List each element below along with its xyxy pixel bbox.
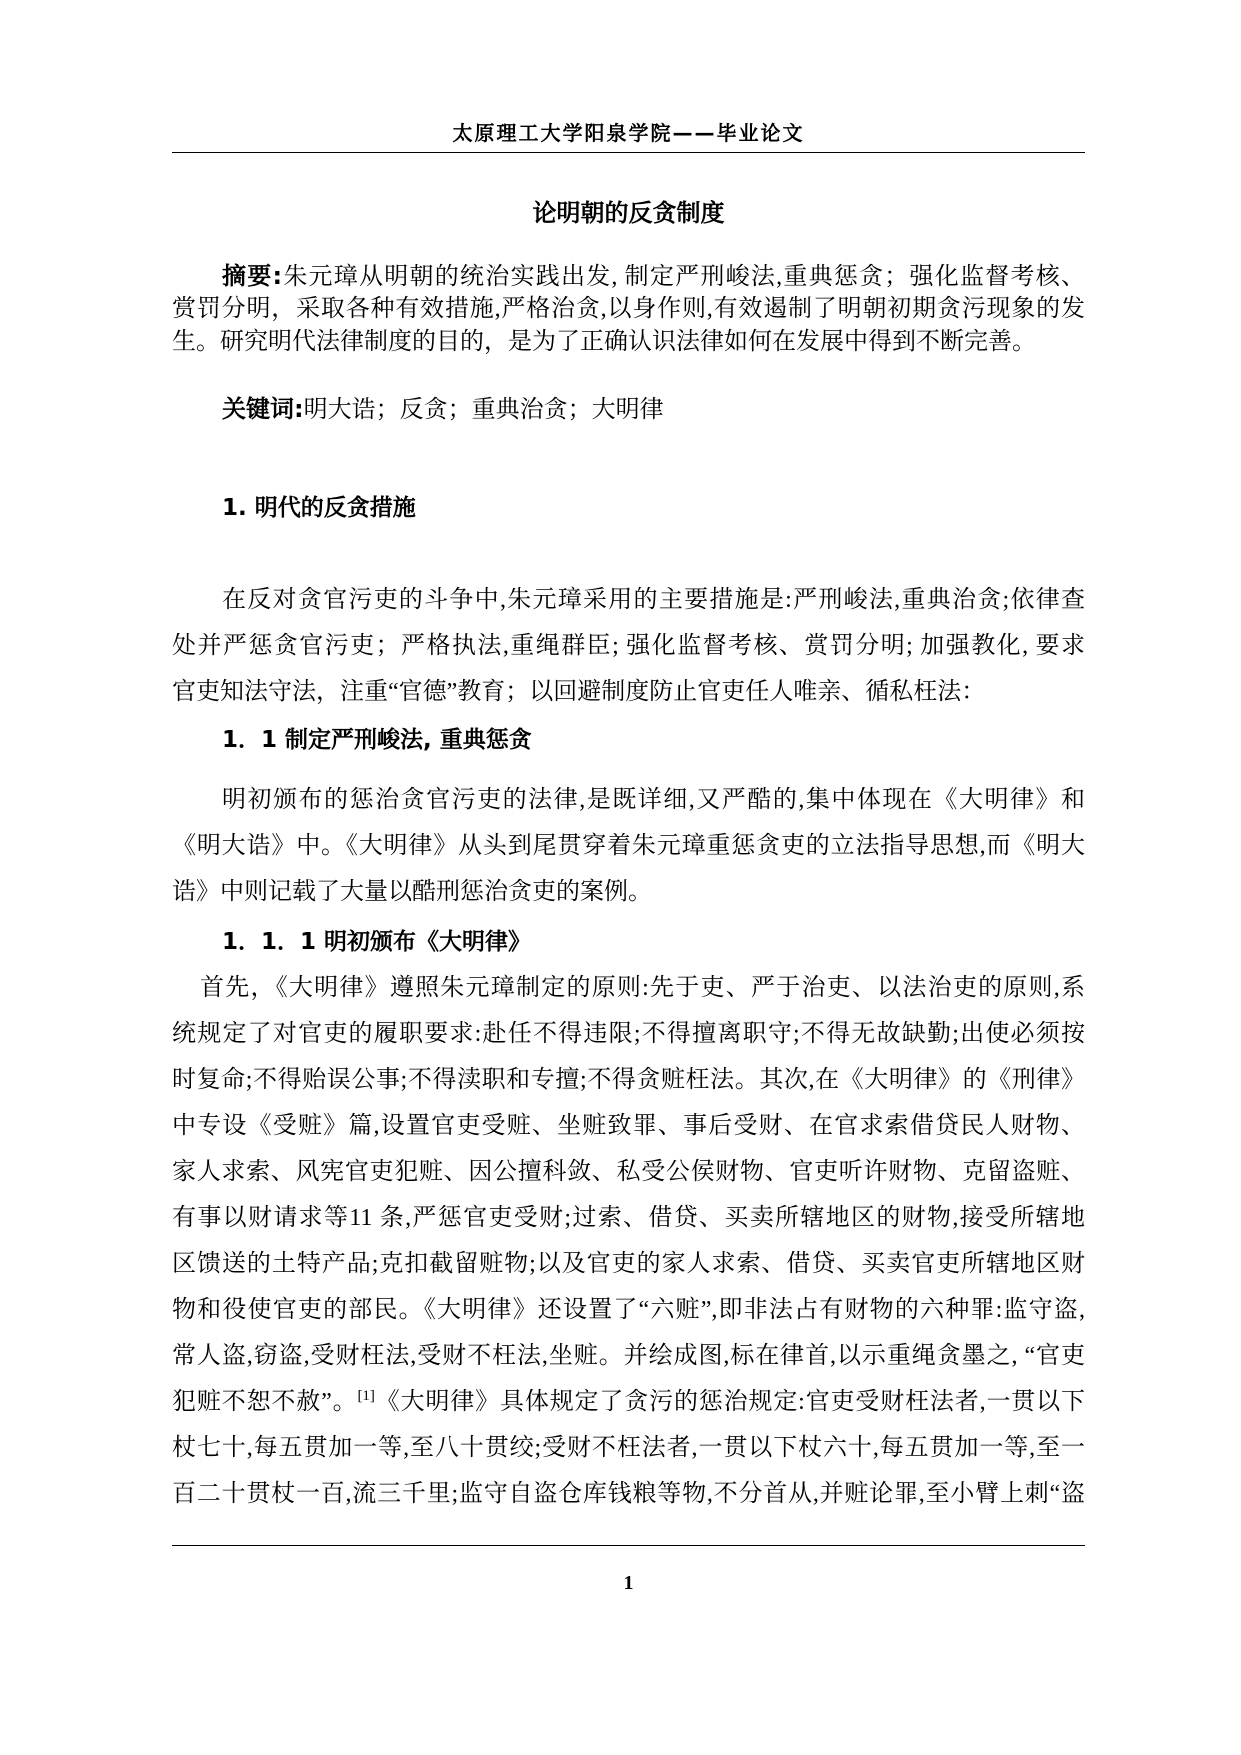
paragraph-line: 统规定了对官吏的履职要求:赴任不得违限;不得擅离职守;不得无故缺勤;出使必须按 bbox=[172, 1021, 1085, 1047]
keywords-text: 明大诰；反贪；重典治贪；大明律 bbox=[303, 397, 664, 423]
paragraph-line: 物和役使官吏的部民。《大明律》还设置了“六赃”,即非法占有财物的六种罪:监守盗, bbox=[172, 1297, 1085, 1323]
section-paragraph bbox=[172, 577, 1085, 715]
paper-title: 论明朝的反贪制度 bbox=[532, 199, 725, 227]
abstract-label: 摘要: bbox=[222, 262, 283, 290]
abstract-line: 赏罚分明，采取各种有效措施,严格治贪,以身作则,有效遏制了明朝初期贪污现象的发 bbox=[172, 296, 1085, 322]
subsection-heading: 1．1 制定严刑峻法, 重典惩贪 bbox=[222, 727, 532, 753]
abstract-text: 朱元璋从明朝的统治实践出发, 制定严刑峻法,重典惩贪；强化监督考核、 bbox=[282, 264, 1085, 290]
footer-rule bbox=[172, 1545, 1085, 1546]
paragraph-line: 百二十贯杖一百,流三千里;监守自盗仓库钱粮等物,不分首从,并赃论罪,至小臂上刺“盗 bbox=[172, 1481, 1085, 1507]
citation-marker: [1] bbox=[357, 1388, 375, 1404]
keywords-line bbox=[172, 393, 1085, 426]
paragraph-line bbox=[172, 1379, 1085, 1425]
paragraph-line: 中专设《受赃》篇,设置官吏受赃、坐赃致罪、事后受财、在官求索借贷民人财物、 bbox=[172, 1113, 1085, 1139]
abstract-line bbox=[172, 260, 1085, 293]
running-header: 太原理工大学阳泉学院——毕业论文 bbox=[452, 121, 805, 145]
paragraph-line: 家人求索、风宪官吏犯赃、因公擅科敛、私受公侯财物、官吏听许财物、克留盗赃、 bbox=[172, 1159, 1085, 1185]
subsubsection-paragraph bbox=[172, 965, 1085, 1517]
paragraph-line: 时复命;不得贻误公事;不得渎职和专擅;不得贪赃枉法。其次,在《大明律》的《刑律》 bbox=[172, 1067, 1085, 1093]
paragraph-line: 明初颁布的惩治贪官污吏的法律,是既详细,又严酷的,集中体现在《大明律》和 bbox=[222, 787, 1085, 813]
line-text: 《大明律》具体规定了贪污的惩治规定:官吏受财枉法者,一贯以下 bbox=[374, 1389, 1086, 1415]
subsection-paragraph bbox=[172, 777, 1085, 915]
header-rule bbox=[172, 152, 1085, 153]
paragraph-line: 在反对贪官污吏的斗争中,朱元璋采用的主要措施是:严刑峻法,重典治贪;依律查 bbox=[222, 587, 1085, 613]
paragraph-line: 首先，《大明律》遵照朱元璋制定的原则:先于吏、严于治吏、以法治吏的原则,系 bbox=[200, 975, 1085, 1001]
keywords bbox=[172, 393, 1085, 426]
paragraph-line: 区馈送的土特产品;克扣截留赃物;以及官吏的家人求索、借贷、买卖官吏所辖地区财 bbox=[172, 1251, 1085, 1277]
line-text: 犯赃不恕不赦”。 bbox=[172, 1389, 358, 1415]
page-number: 1 bbox=[623, 1572, 634, 1594]
keywords-label: 关键词: bbox=[222, 395, 304, 423]
paragraph-line: 官吏知法守法，注重“官德”教育；以回避制度防止官吏任人唯亲、循私枉法： bbox=[172, 679, 986, 705]
paragraph-line: 诰》中则记载了大量以酷刑惩治贪吏的案例。 bbox=[172, 879, 652, 905]
paragraph-line: 《明大诰》中。《大明律》从头到尾贯穿着朱元璋重惩贪吏的立法指导思想,而《明大 bbox=[172, 833, 1085, 859]
paragraph-line: 常人盗,窃盗,受财枉法,受财不枉法,坐赃。并绘成图,标在律首,以示重绳贪墨之, “官吏 bbox=[172, 1343, 1085, 1369]
abstract-line: 生。研究明代法律制度的目的，是为了正确认识法律如何在发展中得到不断完善。 bbox=[172, 329, 1036, 355]
paragraph-line: 杖七十,每五贯加一等,至八十贯绞;受财不枉法者,一贯以下杖六十,每五贯加一等,至一 bbox=[172, 1435, 1085, 1461]
abstract bbox=[172, 260, 1085, 359]
subsubsection-heading: 1．1．1 明初颁布《大明律》 bbox=[222, 929, 532, 955]
paragraph-line: 处并严惩贪官污吏；严格执法,重绳群臣; 强化监督考核、赏罚分明; 加强教化, 要求 bbox=[172, 633, 1085, 659]
section-heading: 1. 明代的反贪措施 bbox=[222, 495, 416, 521]
paragraph-line: 有事以财请求等11 条,严惩官吏受财;过索、借贷、买卖所辖地区的财物,接受所辖地 bbox=[172, 1205, 1085, 1231]
